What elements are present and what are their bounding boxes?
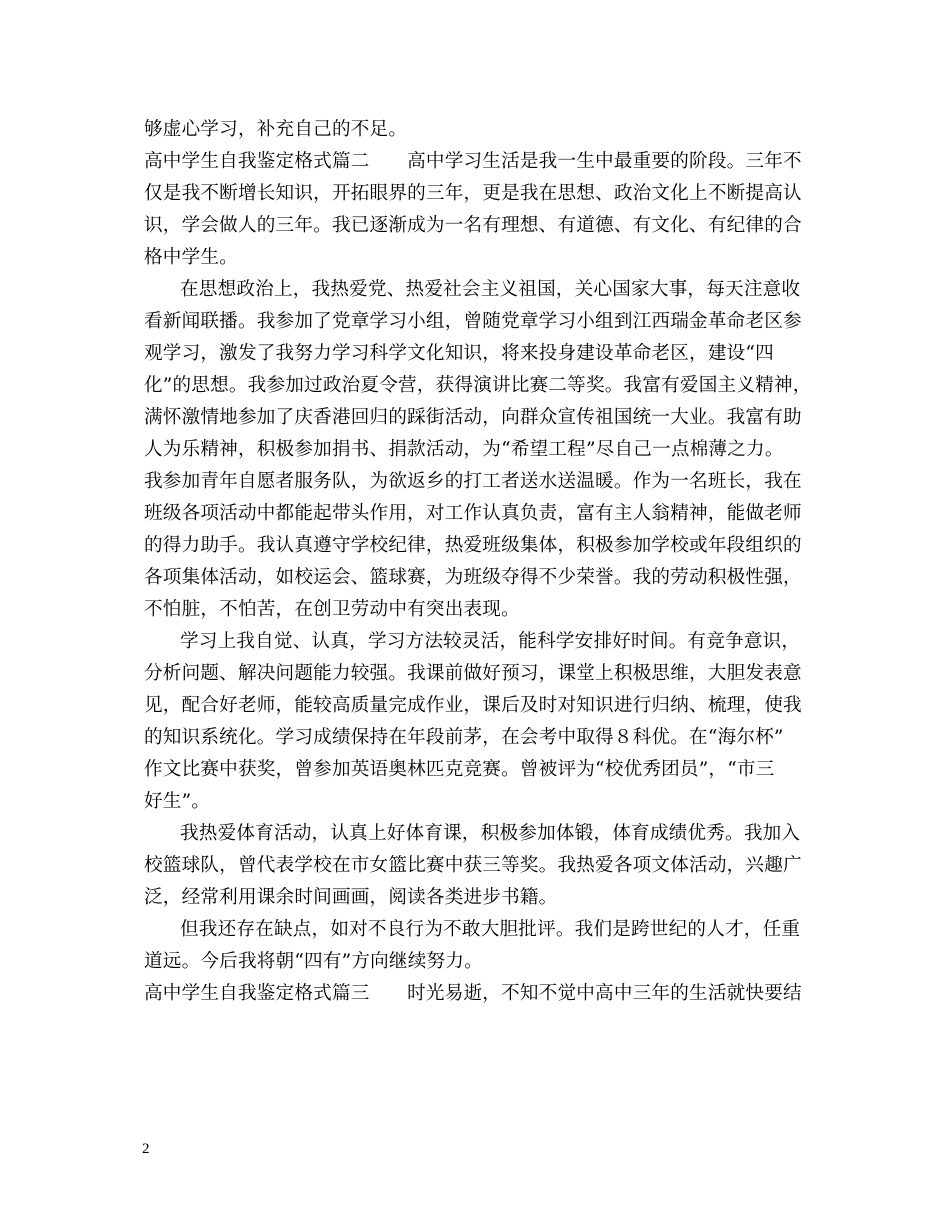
text-line: 班级各项活动中都能起带头作用，对工作认真负责，富有主人翁精神，能做老师 bbox=[144, 503, 802, 524]
text-line: 我参加青年自愿者服务队，为欲返乡的打工者送水送温暖。作为一名班长，我在 bbox=[144, 471, 802, 492]
text-line: 满怀激情地参加了庆香港回归的踩街活动，向群众宣传祖国统一大业。我富有助 bbox=[144, 407, 802, 428]
section-heading-line: 高中学生自我鉴定格式篇二 高中学习生活是我一生中最重要的阶段。三年不 bbox=[144, 151, 802, 172]
text-line: 校篮球队，曾代表学校在市女篮比赛中获三等奖。我热爱各项文体活动，兴趣广 bbox=[144, 855, 802, 876]
text-line: 分析问题、解决问题能力较强。我课前做好预习，课堂上积极思维，大胆发表意 bbox=[144, 663, 802, 684]
text-line: 格中学生。 bbox=[144, 247, 238, 268]
section-heading-line: 高中学生自我鉴定格式篇三 时光易逝，不知不觉中高中三年的生活就快要结 bbox=[144, 983, 802, 1004]
paragraph-start-line: 我热爱体育活动，认真上好体育课，积极参加体锻，体育成绩优秀。我加入 bbox=[180, 823, 801, 844]
text-line: 的知识系统化。学习成绩保持在年段前茅，在会考中取得８科优。在“海尔杯” bbox=[144, 727, 784, 748]
text-line: 人为乐精神，积极参加捐书、捐款活动，为“希望工程”尽自己一点棉薄之力。 bbox=[144, 439, 784, 460]
paragraph-start-line: 学习上我自觉、认真，学习方法较灵活，能科学安排好时间。有竞争意识， bbox=[180, 631, 801, 652]
page-number: 2 bbox=[142, 1141, 150, 1157]
text-line: 道远。今后我将朝“四有”方向继续努力。 bbox=[144, 951, 483, 972]
text-line: 泛，经常利用课余时间画画，阅读各类进步书籍。 bbox=[144, 887, 558, 908]
paragraph-start-line: 但我还存在缺点，如对不良行为不敢大胆批评。我们是跨世纪的人才，任重 bbox=[180, 919, 801, 940]
text-line: 作文比赛中获奖，曾参加英语奥林匹克竞赛。曾被评为“校优秀团员”，“市三 bbox=[144, 759, 775, 780]
text-line: 看新闻联播。我参加了党章学习小组，曾随党章学习小组到江西瑞金革命老区参 bbox=[144, 311, 802, 332]
text-line: 仅是我不断增长知识，开拓眼界的三年，更是我在思想、政治文化上不断提高认 bbox=[144, 183, 802, 204]
text-line: 观学习，激发了我努力学习科学文化知识，将来投身建设革命老区，建设“四 bbox=[144, 343, 774, 364]
text-line: 够虚心学习，补充自己的不足。 bbox=[144, 119, 408, 140]
text-line: 各项集体活动，如校运会、篮球赛，为班级夺得不少荣誉。我的劳动积极性强， bbox=[144, 567, 802, 588]
text-line: 的得力助手。我认真遵守学校纪律，热爱班级集体，积极参加学校或年段组织的 bbox=[144, 535, 802, 556]
text-line: 识，学会做人的三年。我已逐渐成为一名有理想、有道德、有文化、有纪律的合 bbox=[144, 215, 802, 236]
text-line: 不怕脏，不怕苦，在创卫劳动中有突出表现。 bbox=[144, 599, 520, 620]
paragraph-start-line: 在思想政治上，我热爱党、热爱社会主义祖国，关心国家大事，每天注意收 bbox=[180, 279, 801, 300]
text-line: 好生”。 bbox=[144, 791, 211, 812]
text-line: 见，配合好老师，能较高质量完成作业，课后及时对知识进行归纳、梳理，使我 bbox=[144, 695, 802, 716]
text-line: 化”的思想。我参加过政治夏令营，获得演讲比赛二等奖。我富有爱国主义精神， bbox=[144, 375, 812, 396]
